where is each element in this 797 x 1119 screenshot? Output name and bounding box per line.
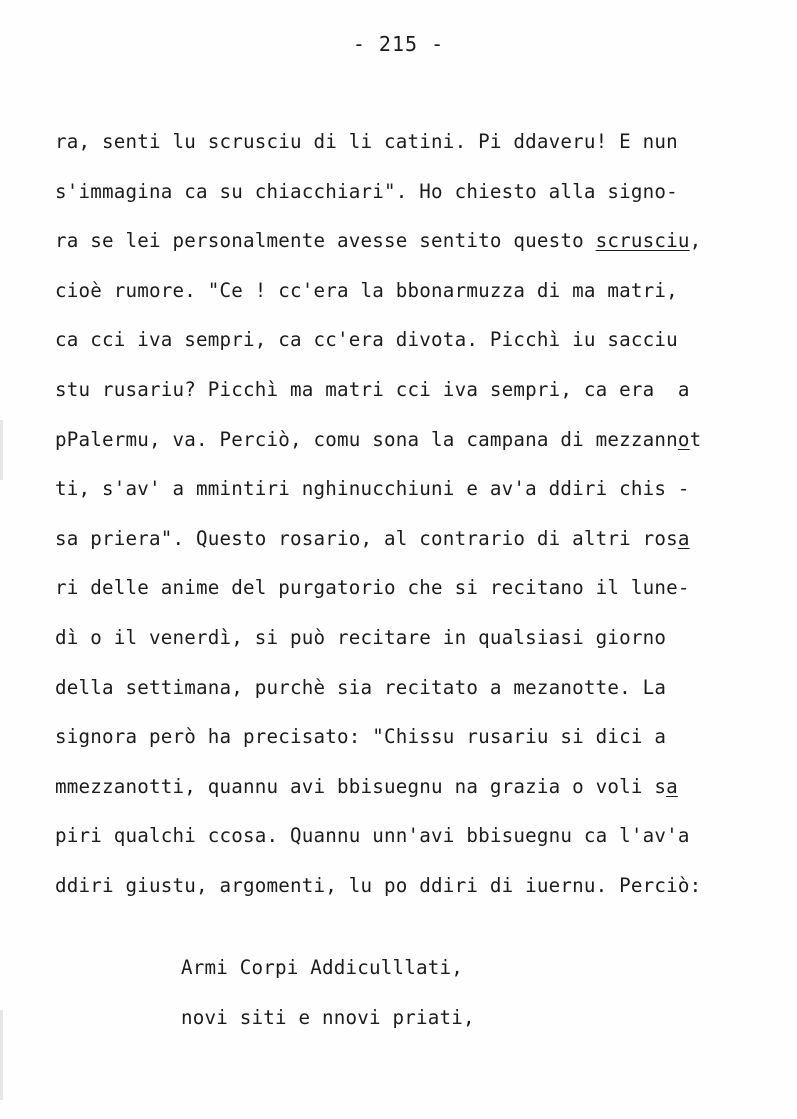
text-line: dì o il venerdì, si può recitare in qualsiasi giorno — [55, 625, 667, 649]
verse-block — [181, 953, 475, 1053]
text-line: mmezzanotti, quannu avi bbisuegnu na grazia o voli sa — [55, 774, 678, 798]
page-number: - 215 - — [352, 32, 445, 56]
text-line: piri qualchi ccosa. Quannu unn'avi bbisuegnu ca l'av'a — [55, 824, 690, 848]
text-line: ti, s'av' a mmintiri nghinucchiuni e av'a ddiri chis - — [55, 477, 690, 501]
text-line: s'immagina ca su chiacchiari". Ho chiesto alla signo- — [55, 179, 678, 203]
verse-line: novi siti e nnovi priati, — [181, 1006, 475, 1029]
text-line: sa priera". Questo rosario, al contrario di altri rosa — [55, 526, 690, 550]
text-line: cioè rumore. "Ce ! cc'era la bbonarmuzza di ma matri, — [55, 278, 678, 302]
text-line: della settimana, purchè sia recitato a mezanotte. La — [55, 675, 667, 699]
underlined-word: scrusciu — [595, 229, 690, 253]
scan-edge-mark — [0, 1010, 3, 1100]
scan-edge-mark — [0, 420, 3, 480]
underlined-letter: a — [666, 774, 678, 798]
text-line: ra, senti lu scrusciu di li catini. Pi ddaveru! E nun — [55, 130, 678, 153]
underlined-letter: o — [677, 427, 690, 451]
underlined-letter: a — [677, 526, 690, 550]
text-line: ri delle anime del purgatorio che si recitano il lune- — [55, 576, 690, 600]
text-line: ca cci iva sempri, ca cc'era divota. Picchì iu sacciu — [55, 328, 678, 352]
text-line: pPalermu, va. Perciò, comu sona la campana di mezzannot — [55, 427, 702, 451]
text-line: stu rusariu? Picchì ma matri cci iva sempri, ca era a — [55, 377, 690, 401]
text-line: ddiri giustu, argomenti, lu po ddiri di iuernu. Perciò: — [55, 873, 702, 897]
text-line: ra se lei personalmente avesse sentito questo scrusciu, — [55, 229, 702, 253]
verse-line: Armi Corpi Addiculllati, — [181, 956, 464, 979]
text-line: signora però ha precisato: "Chissu rusariu si dici a — [55, 725, 667, 749]
body-text — [55, 127, 755, 921]
